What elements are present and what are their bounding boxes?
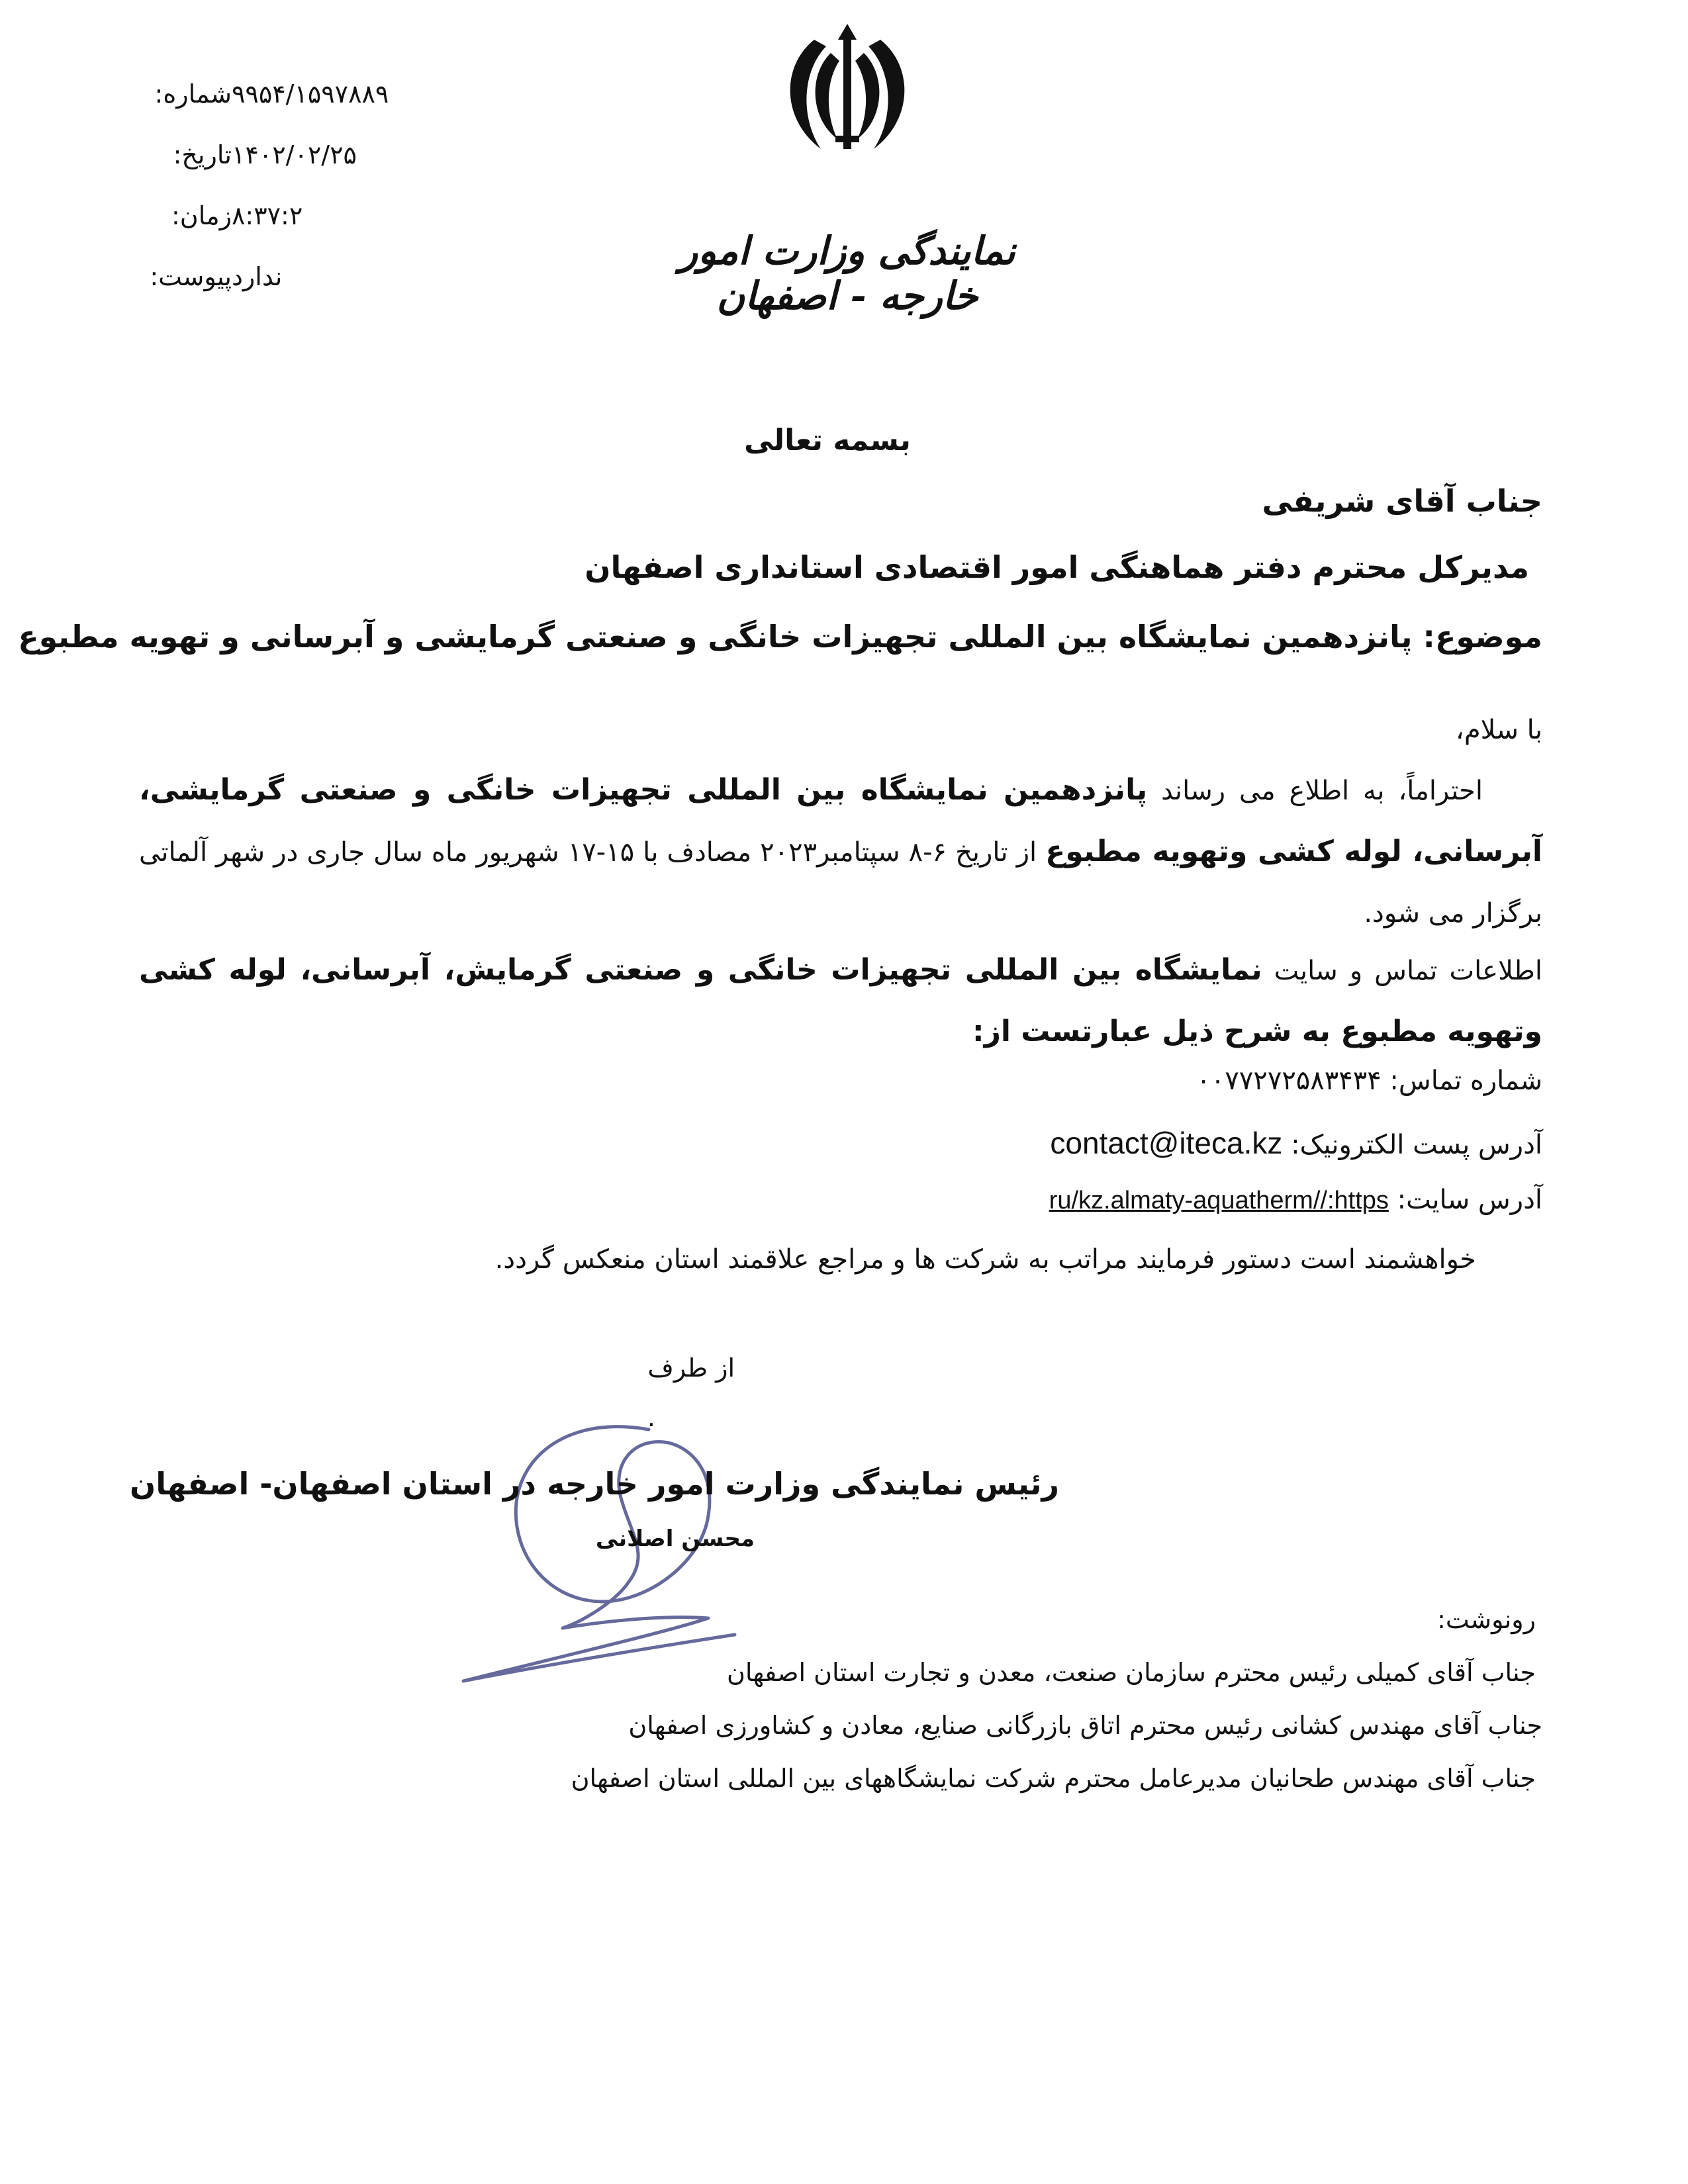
letter-subject: موضوع: پانزدهمین نمایشگاه بین المللی تجهیزات خانگی و صنعتی گرمایشی و آبرسانی و تهویه مطبوع: [18, 619, 1542, 655]
recipient-title: مدیرکل محترم دفتر هماهنگی امور اقتصادی استانداری اصفهان: [585, 549, 1529, 585]
on-behalf-of: از طرف: [647, 1353, 735, 1383]
signature-dot: .: [647, 1403, 655, 1432]
paragraph-announcement: [139, 760, 1542, 944]
ministry-title: نمایندگی وزارت امور خارجه - اصفهان: [679, 228, 1015, 318]
meta-number-row: [132, 79, 477, 140]
cc-item: جناب آقای مهندس طحانیان مدیرعامل محترم شرکت نمایشگاههای بین المللی استان اصفهان: [571, 1764, 1536, 1793]
meta-label: شماره:: [154, 79, 232, 109]
meta-label: زمان:: [171, 201, 232, 230]
para1-intro: احتراماً، به اطلاع می رساند: [1147, 776, 1483, 806]
letter-number: ۹۹۵۴/۱۵۹۷۸۸۹: [232, 79, 389, 109]
meta-label: پیوست:: [150, 262, 232, 291]
phone-value: ۰۰۷۷۲۷۲۵۸۳۴۳۴: [1196, 1066, 1382, 1096]
handwritten-signature-icon: [450, 1403, 821, 1701]
email-link[interactable]: contact@iteca.kz: [1050, 1126, 1283, 1160]
meta-time-row: [132, 201, 477, 262]
website-label: آدرس سایت:: [1397, 1185, 1542, 1215]
closing-request: خواهشمند است دستور فرمایند مراتب به شرکت ها و مراجع علاقمند استان منعکس گردد.: [494, 1244, 1476, 1275]
email-label: آدرس پست الکترونیک:: [1291, 1130, 1542, 1160]
cc-item: جناب آقای مهندس کشانی رئیس محترم اتاق بازرگانی صنایع، معادن و کشاورزی اصفهان: [628, 1711, 1542, 1740]
phone-label: شماره تماس:: [1389, 1066, 1542, 1096]
para2-exhibition-name: نمایشگاه بین المللی تجهیزات خانگی و صنعتی گرمایش، آبرسانی، لوله کشی وتهویه مطبوع به شرح ذیل عبارتست از:: [139, 953, 1542, 1048]
signatory-title: رئیس نمایندگی وزارت امور خارجه در استان اصفهان- اصفهان: [130, 1466, 1059, 1502]
meta-attachment-row: [132, 262, 477, 323]
cc-heading: رونوشت:: [1437, 1605, 1536, 1634]
signatory-name: محسن اصلانی: [595, 1525, 755, 1552]
email-line: [1050, 1125, 1542, 1161]
website-link[interactable]: ru/kz.almaty-aquatherm//:https: [1049, 1187, 1389, 1214]
letter-attachment: ندارد: [232, 262, 283, 291]
meta-label: تاریخ:: [173, 140, 232, 169]
para1-exhibition-name: پانزدهمین نمایشگاه بین المللی تجهیزات خانگی و صنعتی گرمایشی، آبرسانی، لوله کشی وتهویه مطبوع: [139, 773, 1543, 868]
greeting: با سلام،: [1455, 715, 1542, 745]
paragraph-contact-info: [139, 940, 1542, 1063]
para2-intro: اطلاعات تماس و سایت: [1262, 956, 1542, 986]
cc-item: جناب آقای کمیلی رئیس محترم سازمان صنعت، معدن و تجارت استان اصفهان: [726, 1658, 1536, 1687]
bismillah: بسمه تعالی: [744, 424, 911, 457]
iran-emblem-icon: [774, 20, 920, 159]
meta-date-row: [132, 140, 477, 201]
recipient-name: جناب آقای شریفی: [1262, 483, 1542, 519]
letter-meta: [132, 79, 477, 323]
letter-time: ۸:۳۷:۲: [232, 201, 303, 230]
website-line: [1049, 1185, 1542, 1215]
phone-line: [1196, 1066, 1542, 1096]
letter-date: ۱۴۰۲/۰۲/۲۵: [232, 140, 357, 169]
para1-details: از تاریخ ۶-۸ سپتامبر۲۰۲۳ مصادف با ۱۵-۱۷ شهریور ماه سال جاری در شهر آلماتی برگزار می شود.: [139, 837, 1542, 929]
